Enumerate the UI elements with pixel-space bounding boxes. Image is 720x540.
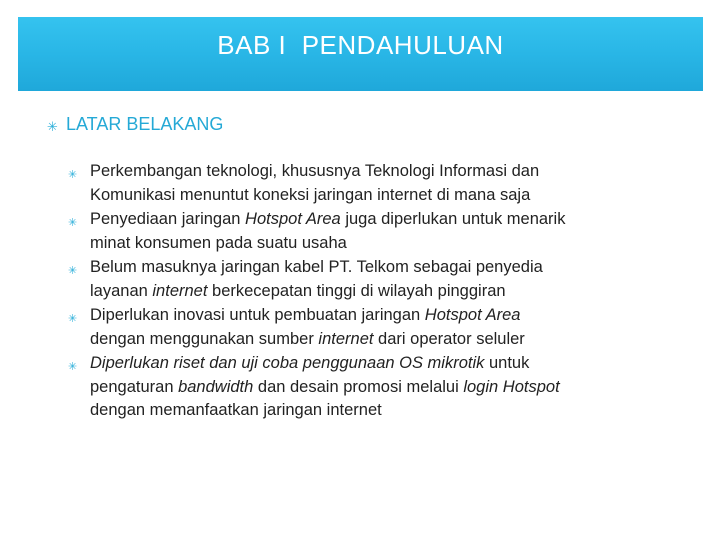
asterisk-bullet-icon: ✳ xyxy=(68,313,78,325)
bullet-line xyxy=(90,160,668,184)
bullet-text-italic: bandwidth xyxy=(178,377,254,396)
bullet-line xyxy=(90,184,668,208)
bullet-text: juga diperlukan untuk menarik xyxy=(340,210,566,228)
bullet-text-italic: Hotspot Area xyxy=(424,306,521,324)
bullet-line xyxy=(90,328,668,352)
bullet-text: dan desain promosi melalui xyxy=(253,377,464,396)
bullet-text: untuk xyxy=(484,354,530,372)
bullet-text: Diperlukan inovasi untuk pembuatan jaringan xyxy=(90,306,425,324)
bullet-line xyxy=(90,232,668,256)
bullet-line xyxy=(90,399,668,423)
bullet-text: dari operator seluler xyxy=(373,329,525,348)
bullet-line xyxy=(90,376,668,400)
bullet-item xyxy=(68,160,668,207)
bullet-text: layanan xyxy=(90,281,153,300)
bullet-text-italic: Diperlukan riset dan uji coba penggunaan OS mikrotik xyxy=(90,354,485,372)
bullet-text: Perkembangan teknologi, khususnya Teknologi Informasi dan xyxy=(90,162,540,180)
bullet-item xyxy=(68,304,668,351)
bullet-text-italic: internet xyxy=(152,281,208,300)
title-bar xyxy=(18,17,703,91)
bullet-list xyxy=(68,160,668,424)
asterisk-bullet-icon: ✳ xyxy=(47,119,58,134)
bullet-item xyxy=(68,208,668,255)
bullet-item xyxy=(68,352,668,423)
bullet-line xyxy=(90,304,668,328)
asterisk-bullet-icon: ✳ xyxy=(68,169,78,181)
bullet-text: Belum masuknya jaringan kabel PT. Telkom sebagai penyedia xyxy=(90,258,543,276)
bullet-line xyxy=(90,280,668,304)
section-heading: LATAR BELAKANG xyxy=(66,114,224,134)
asterisk-bullet-icon: ✳ xyxy=(68,265,78,277)
bullet-text: dengan menggunakan sumber xyxy=(90,329,319,348)
bullet-text: Penyediaan jaringan xyxy=(90,210,246,228)
bullet-text: minat konsumen pada suatu usaha xyxy=(90,233,347,252)
slide-title: BAB I PENDAHULUAN xyxy=(217,30,504,60)
bullet-text: berkecepatan tinggi di wilayah pinggiran xyxy=(207,281,506,300)
bullet-text: Komunikasi menuntut koneksi jaringan internet di mana saja xyxy=(90,185,531,204)
asterisk-bullet-icon: ✳ xyxy=(68,361,78,373)
bullet-line xyxy=(90,352,668,376)
bullet-text-italic: internet xyxy=(318,329,374,348)
bullet-line xyxy=(90,256,668,280)
bullet-text: dengan memanfaatkan jaringan internet xyxy=(90,401,382,419)
bullet-line xyxy=(90,208,668,232)
asterisk-bullet-icon: ✳ xyxy=(68,217,78,229)
bullet-text-italic: Hotspot Area xyxy=(245,210,341,228)
bullet-text: pengaturan xyxy=(90,377,179,396)
bullet-item xyxy=(68,256,668,303)
bullet-text-italic: login Hotspot xyxy=(463,377,560,396)
